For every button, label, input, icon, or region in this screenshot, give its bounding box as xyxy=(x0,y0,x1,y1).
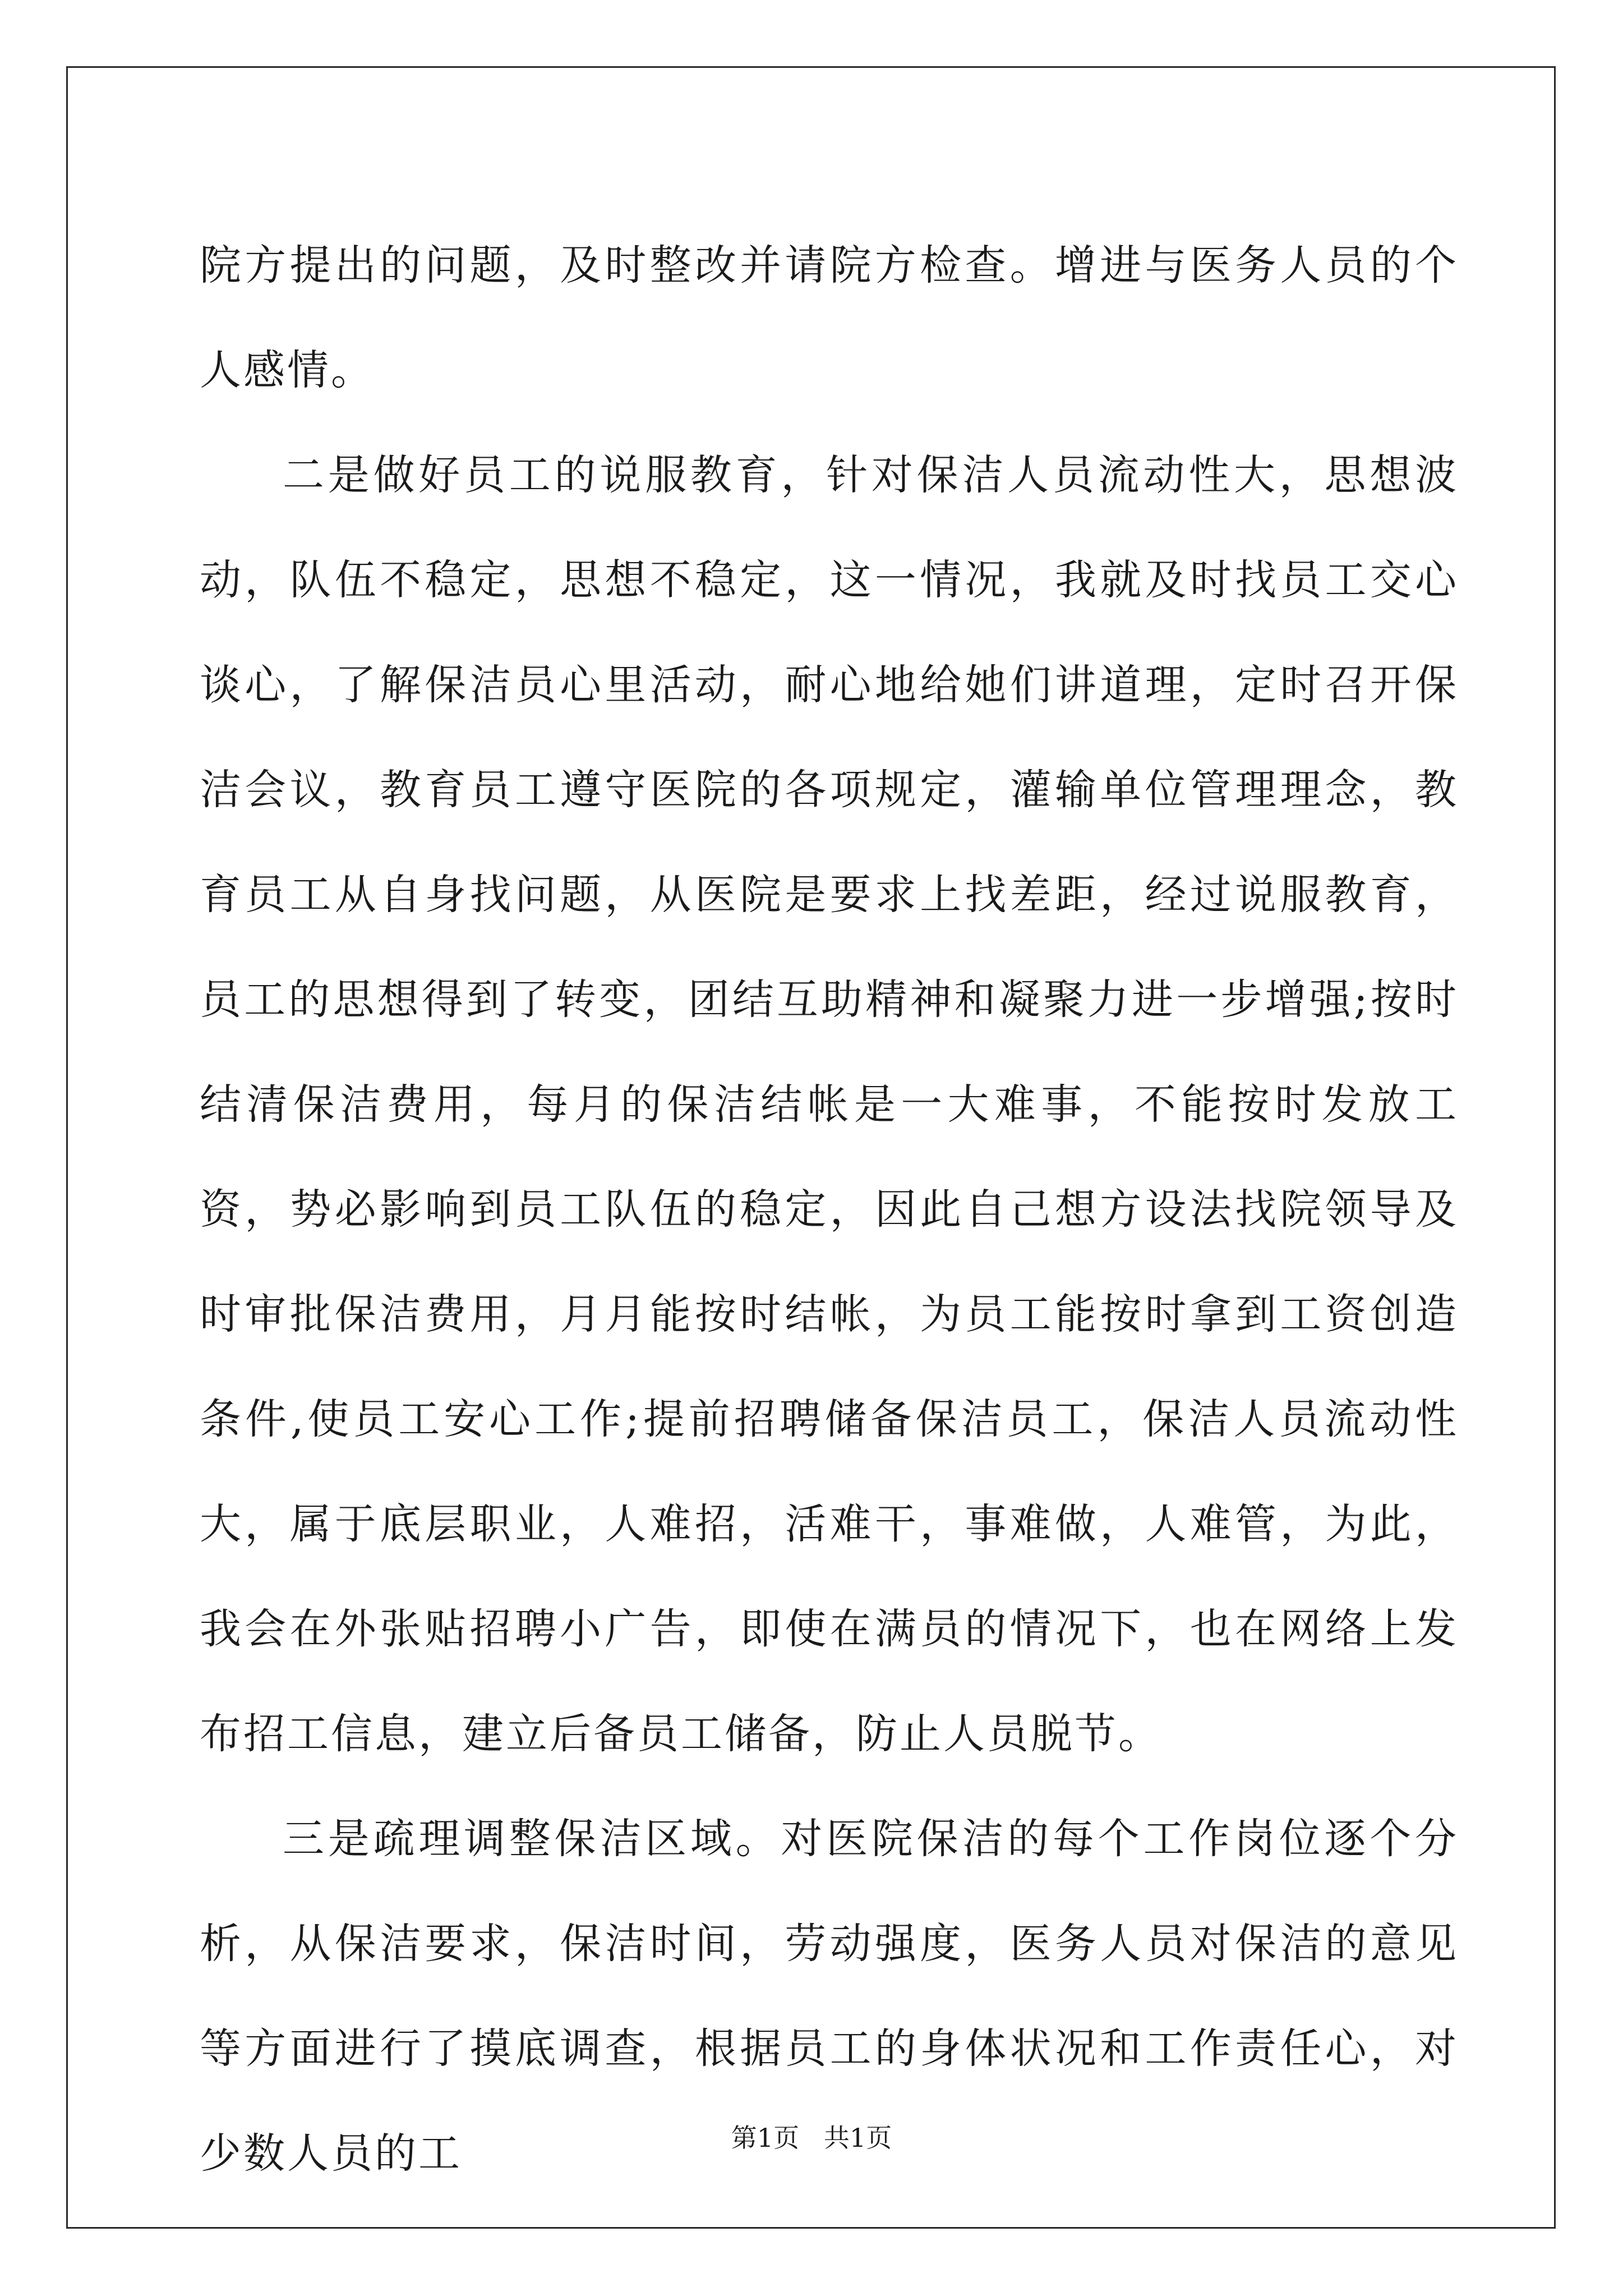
document-body xyxy=(200,213,1459,2206)
paragraph-continuation: 院方提出的问题，及时整改并请院方检查。增进与医务人员的个人感情。 xyxy=(200,241,1459,394)
paragraph-cleaning-areas: 三是疏理调整保洁区域。对医院保洁的每个工作岗位逐个分析，从保洁要求，保洁时间，劳动强度，医务人员对保洁的意见等方面进行了摸底调查，根据员工的身体状况和工作责任心，对少数人员的工 xyxy=(200,1815,1459,2178)
page-number-footer: 第1页 共1页 xyxy=(731,2123,892,2153)
paragraph-staff-education: 二是做好员工的说服教育，针对保洁人员流动性大，思想波动，队伍不稳定，思想不稳定，这一情况，我就及时找员工交心谈心，了解保洁员心里活动，耐心地给她们讲道理，定时召开保洁会议，教育员工遵守医院的各项规定，灌输单位管理理念，教育员工从自身找问题，从医院是要求上找差距，经过说服教育，员工的思想得到了转变，团结互助精神和凝聚力进一步增强;按时结清保洁费用，每月的保洁结帐是一大难事，不能按时发放工资，势必影响到员工队伍的稳定，因此自己想方设法找院领导及时审批保洁费用，月月能按时结帐，为员工能按时拿到工资创造条件,使员工安心工作;提前招聘储备保洁员工，保洁人员流动性大，属于底层职业，人难招，活难干，事难做，人难管，为此，我会在外张贴招聘小广告，即使在满员的情况下，也在网络上发布招工信息，建立后备员工储备，防止人员脱节。 xyxy=(200,451,1459,1758)
